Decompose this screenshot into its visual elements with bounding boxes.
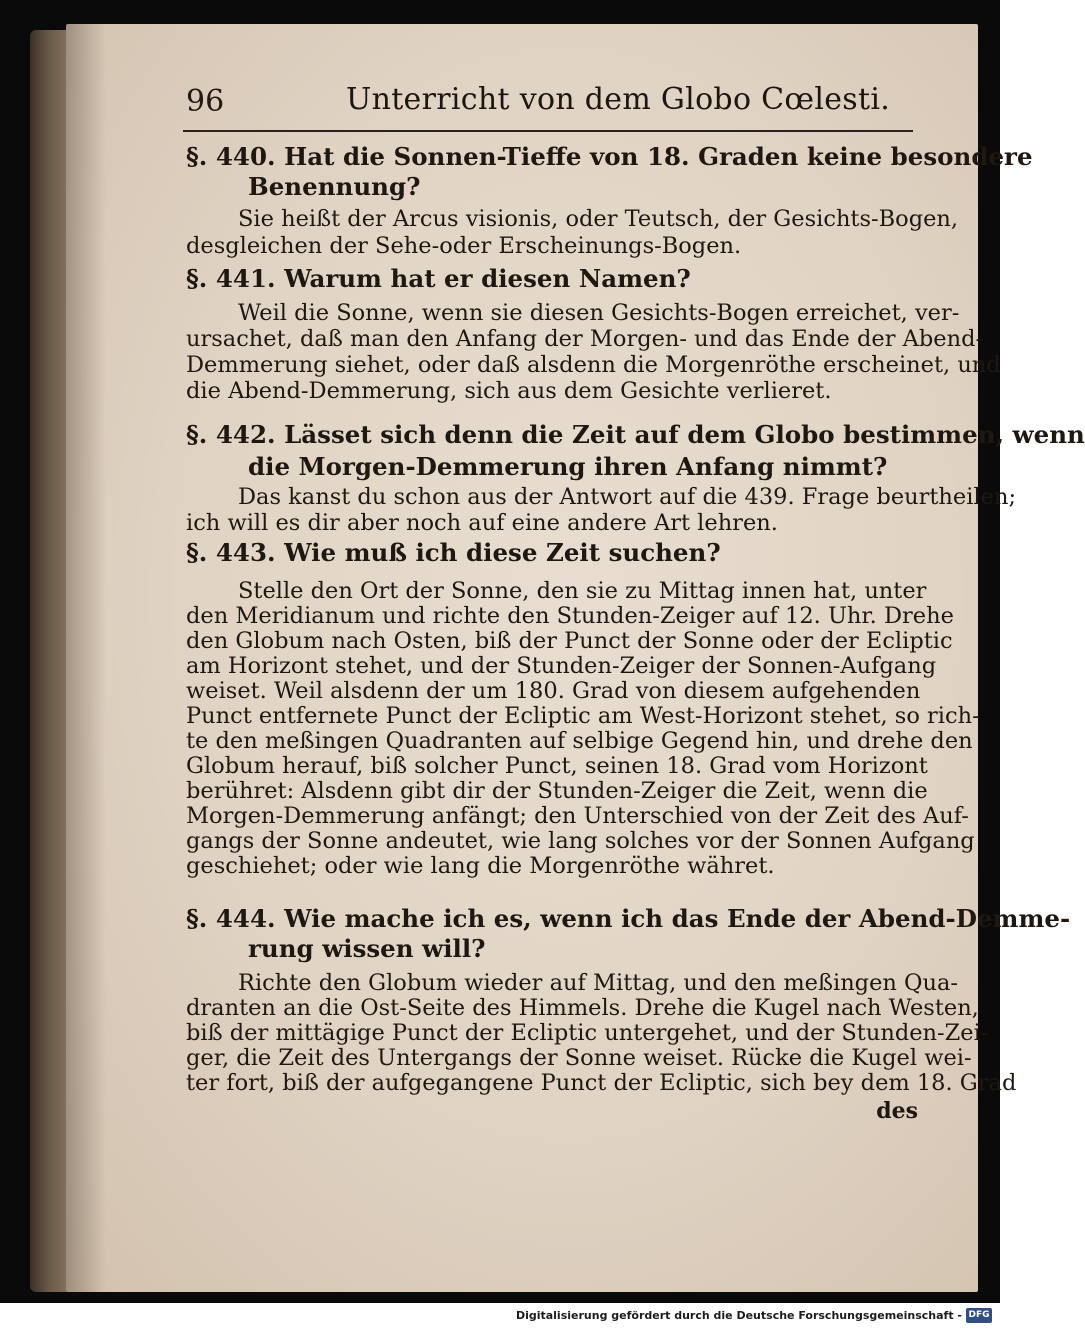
dfg-logo-icon[interactable]: DFG: [966, 1308, 992, 1323]
answer-line: dranten an die Ost-Seite des Himmels. Drehe die Kugel nach Westen,: [186, 995, 979, 1021]
answer-line: te den meßingen Quadranten auf selbige Gegend hin, und drehe den: [186, 728, 973, 754]
footer-bar: [0, 1303, 1000, 1329]
answer-line: Punct entfernete Punct der Ecliptic am West-Horizont stehet, so rich-: [186, 703, 980, 729]
running-title: Unterricht von dem Globo Cœlesti.: [346, 82, 891, 117]
answer-line: desgleichen der Sehe-oder Erscheinungs-Bogen.: [186, 233, 742, 259]
answer-line: gangs der Sonne andeutet, wie lang solches vor der Sonnen Aufgang: [186, 828, 975, 854]
answer-line: ter fort, biß der aufgegangene Punct der Ecliptic, sich bey dem 18. Grad: [186, 1070, 1017, 1096]
question-line: Benennung?: [248, 172, 421, 201]
answer-line: am Horizont stehet, und der Stunden-Zeiger der Sonnen-Aufgang: [186, 653, 937, 679]
answer-line: ger, die Zeit des Untergangs der Sonne weiset. Rücke die Kugel wei-: [186, 1045, 972, 1071]
page-header: [186, 78, 916, 128]
answer-line: die Abend-Demmerung, sich aus dem Gesichte verlieret.: [186, 378, 832, 404]
answer-line: Stelle den Ort der Sonne, den sie zu Mittag innen hat, unter: [238, 578, 927, 604]
question-line: §. 444. Wie mache ich es, wenn ich das Ende der Abend-Demme-: [186, 904, 1071, 933]
answer-line: Globum herauf, biß solcher Punct, seinen 18. Grad vom Horizont: [186, 753, 928, 779]
answer-line: den Meridianum und richte den Stunden-Zeiger auf 12. Uhr. Drehe: [186, 603, 954, 629]
answer-line: weiset. Weil alsdenn der um 180. Grad von diesem aufgehenden: [186, 678, 921, 704]
answer-line: Morgen-Demmerung anfängt; den Unterschied von der Zeit des Auf-: [186, 803, 969, 829]
answer-line: Das kanst du schon aus der Antwort auf die 439. Frage beurtheilen;: [238, 484, 1017, 510]
answer-line: Demmerung siehet, oder daß alsdenn die Morgenröthe erscheinet, und: [186, 352, 1001, 378]
answer-line: geschiehet; oder wie lang die Morgenröthe währet.: [186, 853, 775, 879]
question-line: die Morgen-Demmerung ihren Anfang nimmt?: [248, 452, 888, 481]
answer-line: Sie heißt der Arcus visionis, oder Teutsch, der Gesichts-Bogen,: [238, 206, 959, 232]
answer-line: ich will es dir aber noch auf eine andere Art lehren.: [186, 510, 778, 536]
catchword: des: [876, 1098, 918, 1124]
funding-credit: Digitalisierung gefördert durch die Deutsche Forschungsgemeinschaft -: [515, 1309, 962, 1322]
answer-line: Richte den Globum wieder auf Mittag, und den meßingen Qua-: [238, 970, 958, 996]
answer-line: biß der mittägige Punct der Ecliptic untergehet, und der Stunden-Zei-: [186, 1020, 989, 1046]
answer-line: berühret: Alsdenn gibt dir der Stunden-Zeiger die Zeit, wenn die: [186, 778, 928, 804]
question-line: §. 441. Warum hat er diesen Namen?: [186, 264, 691, 293]
answer-line: den Globum nach Osten, biß der Punct der Sonne oder der Ecliptic: [186, 628, 953, 654]
question-line: §. 440. Hat die Sonnen-Tieffe von 18. Graden keine besondere: [186, 142, 1033, 171]
question-line: rung wissen will?: [248, 934, 486, 963]
answer-line: Weil die Sonne, wenn sie diesen Gesichts-Bogen erreichet, ver-: [238, 300, 960, 326]
question-line: §. 443. Wie muß ich diese Zeit suchen?: [186, 538, 721, 567]
page-number: 96: [186, 84, 225, 119]
question-line: §. 442. Lässet sich denn die Zeit auf dem Globo bestimmen, wenn: [186, 420, 1085, 449]
gutter-shadow: [66, 24, 106, 1292]
answer-line: ursachet, daß man den Anfang der Morgen- und das Ende der Abend-: [186, 326, 984, 352]
header-rule: [183, 130, 913, 132]
